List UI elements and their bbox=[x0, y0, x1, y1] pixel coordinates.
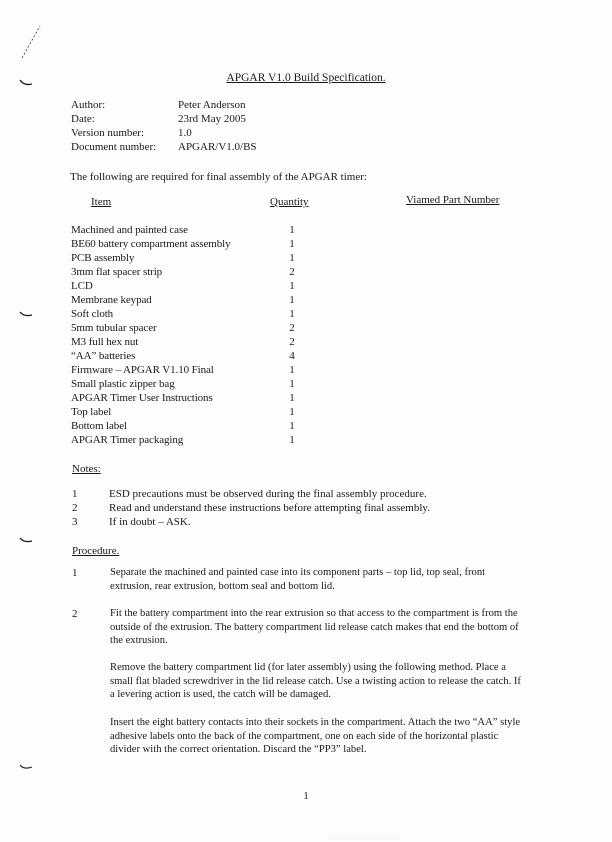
item-quantity: 1 bbox=[289, 420, 295, 432]
item-quantity: 1 bbox=[289, 364, 295, 376]
column-heading-quantity: Quantity bbox=[270, 196, 309, 208]
meta-author-value: Peter Anderson bbox=[178, 99, 246, 111]
list-item: Membrane keypad bbox=[71, 294, 152, 306]
list-item: Soft cloth bbox=[71, 308, 114, 320]
procedure-paragraph: Insert the eight battery contacts into their sockets in the compartment. Attach the two “AA” style adhesive labels onto the back of the compartment, one on each side of the horizontal plastic divider with the correct orientation. Discard the “PP3” label. bbox=[110, 717, 521, 755]
scan-mark bbox=[20, 765, 32, 768]
page-number: 1 bbox=[303, 790, 309, 802]
scan-mark bbox=[20, 538, 32, 542]
note-number: 3 bbox=[72, 516, 78, 528]
list-item: 3mm flat spacer strip bbox=[71, 266, 163, 278]
list-item: LCD bbox=[71, 280, 93, 292]
list-item: Top label bbox=[71, 406, 112, 418]
note-text: Read and understand these instructions before attempting final assembly. bbox=[109, 502, 430, 514]
item-quantity: 1 bbox=[289, 434, 295, 446]
item-quantity: 2 bbox=[289, 322, 295, 334]
item-quantity: 1 bbox=[289, 406, 295, 418]
list-item: Small plastic zipper bag bbox=[71, 378, 175, 390]
note-number: 2 bbox=[72, 502, 78, 514]
procedure-step-text: Fit the battery compartment into the rear extrusion so that access to the compartment is from the outside of the extrusion. The battery compartment lid release catch makes that end the bottom of the extrusion. bbox=[110, 608, 519, 646]
procedure-paragraph: Remove the battery compartment lid (for later assembly) using the following method. Place a small flat bladed screwdriver in the lid release catch. Use a twisting action to release the catch. If a levering action is used, the catch will be damaged. bbox=[110, 662, 521, 700]
list-item: “AA” batteries bbox=[71, 350, 136, 362]
column-heading-item: Item bbox=[91, 196, 112, 208]
item-quantity: 4 bbox=[289, 350, 295, 362]
procedure-step-text: Separate the machined and painted case into its component parts – top lid, top seal, front extrusion, rear extrusion, bottom seal and bottom lid. bbox=[110, 567, 486, 592]
item-quantity: 1 bbox=[289, 392, 295, 404]
meta-docnum-label: Document number: bbox=[71, 141, 157, 153]
list-item: Firmware – APGAR V1.10 Final bbox=[71, 364, 214, 376]
list-item: M3 full hex nut bbox=[71, 336, 139, 348]
meta-author-label: Author: bbox=[71, 99, 106, 111]
procedure-step-number: 2 bbox=[72, 608, 78, 620]
item-quantity: 1 bbox=[289, 280, 295, 292]
list-item: BE60 battery compartment assembly bbox=[71, 238, 231, 250]
note-number: 1 bbox=[72, 488, 78, 500]
item-quantity: 1 bbox=[289, 308, 295, 320]
item-quantity: 1 bbox=[289, 294, 295, 306]
procedure-heading: Procedure. bbox=[72, 545, 120, 557]
list-item: PCB assembly bbox=[71, 252, 135, 264]
column-heading-part-number: Viamed Part Number bbox=[406, 194, 500, 206]
meta-version-value: 1.0 bbox=[178, 127, 192, 139]
note-text: If in doubt – ASK. bbox=[109, 516, 191, 528]
note-text: ESD precautions must be observed during the final assembly procedure. bbox=[109, 488, 427, 500]
document-title: APGAR V1.0 Build Specification. bbox=[226, 72, 386, 84]
scan-mark bbox=[20, 312, 32, 316]
list-item: APGAR Timer User Instructions bbox=[71, 392, 213, 404]
meta-date-value: 23rd May 2005 bbox=[178, 113, 246, 125]
scan-mark bbox=[22, 26, 40, 58]
intro-text: The following are required for final assembly of the APGAR timer: bbox=[70, 171, 367, 183]
list-item: 5mm tubular spacer bbox=[71, 322, 157, 334]
item-quantity: 1 bbox=[289, 238, 295, 250]
meta-version-label: Version number: bbox=[71, 127, 145, 139]
meta-docnum-value: APGAR/V1.0/BS bbox=[178, 141, 257, 153]
meta-date-label: Date: bbox=[71, 113, 95, 125]
list-item: APGAR Timer packaging bbox=[71, 434, 184, 446]
list-item: Machined and painted case bbox=[71, 224, 188, 236]
item-quantity: 2 bbox=[289, 266, 295, 278]
item-quantity: 1 bbox=[289, 378, 295, 390]
list-item: Bottom label bbox=[71, 420, 127, 432]
procedure-step-number: 1 bbox=[72, 567, 78, 579]
item-quantity: 2 bbox=[289, 336, 295, 348]
item-quantity: 1 bbox=[289, 224, 295, 236]
item-quantity: 1 bbox=[289, 252, 295, 264]
notes-heading: Notes: bbox=[72, 463, 101, 475]
